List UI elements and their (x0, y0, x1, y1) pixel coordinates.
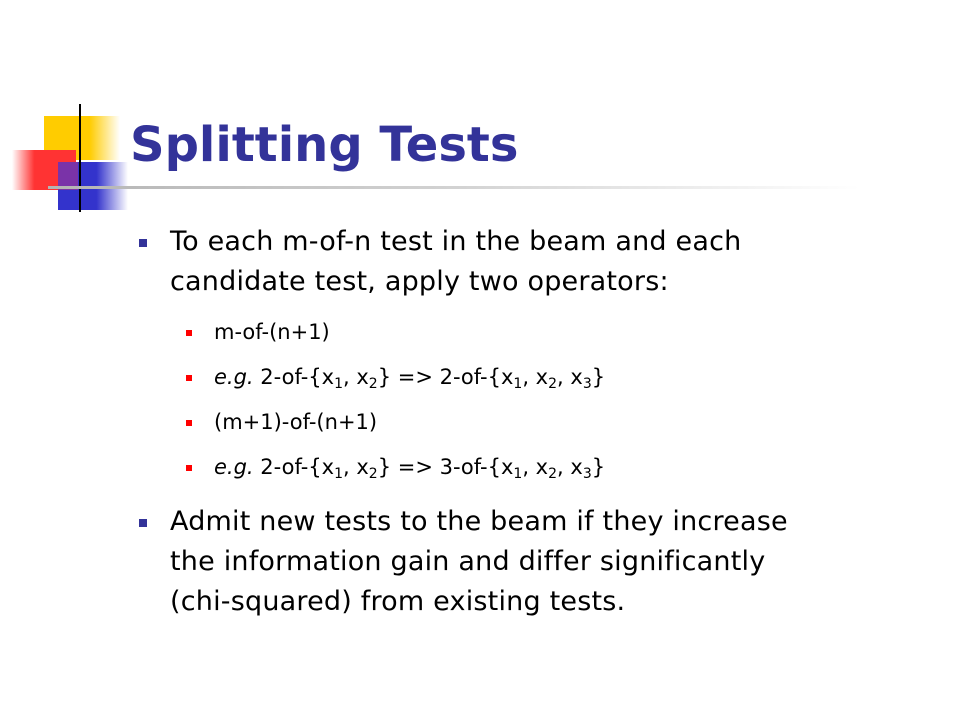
subscript: 2 (368, 466, 378, 482)
bullet-text-line: (chi-squared) from existing tests. (170, 586, 626, 617)
subscript: 3 (582, 376, 592, 392)
example-text: , x (522, 365, 549, 389)
example-text: } => 3-of-{x (377, 455, 514, 479)
subscript: 2 (368, 376, 378, 392)
red-square-bullet-icon (186, 420, 192, 426)
subitem-example-1 (130, 362, 930, 392)
bullet-text-line: the information gain and differ significantly (170, 546, 766, 577)
red-square-bullet-icon (186, 330, 192, 336)
subitem-operator-m-plus-1-of-n-plus-1 (130, 407, 930, 437)
bullet-admit-tests (130, 502, 930, 622)
example-text: , x (557, 365, 583, 389)
example-text: } => 2-of-{x (377, 365, 514, 389)
example-text: , x (343, 365, 369, 389)
bullet-operators (130, 222, 930, 302)
example-label: e.g. (214, 455, 254, 479)
example-text: 2-of-{x (253, 365, 335, 389)
subitem-example-2 (130, 452, 930, 482)
bullet-text-line: To each m-of-n test in the beam and each (170, 226, 742, 257)
example-text: , x (522, 455, 549, 479)
example-text: } (591, 365, 606, 389)
title-decoration (0, 0, 140, 230)
subitem-text: (m+1)-of-(n+1) (214, 410, 378, 434)
operator-sublist (130, 317, 930, 482)
bullet-text-line: Admit new tests to the beam if they increase (170, 506, 788, 537)
subitem-operator-m-of-n-plus-1 (130, 317, 930, 347)
subitem-text: m-of-(n+1) (214, 320, 330, 344)
title-underline (48, 186, 860, 189)
square-bullet-icon (139, 239, 147, 247)
subscript: 2 (548, 376, 558, 392)
subscript: 1 (513, 376, 523, 392)
square-bullet-icon (139, 519, 147, 527)
subscript: 1 (334, 376, 343, 392)
slide-title: Splitting Tests (130, 117, 519, 173)
example-text: 2-of-{x (253, 455, 335, 479)
red-square-bullet-icon (186, 375, 192, 381)
example-text: , x (343, 455, 369, 479)
subscript: 1 (334, 466, 343, 482)
subscript: 2 (548, 466, 558, 482)
example-label: e.g. (214, 365, 254, 389)
subscript: 3 (582, 466, 592, 482)
slide-content (130, 222, 930, 622)
bullet-text-line: candidate test, apply two operators: (170, 266, 669, 297)
subscript: 1 (513, 466, 523, 482)
example-text: } (591, 455, 606, 479)
red-square-bullet-icon (186, 465, 192, 471)
example-text: , x (557, 455, 583, 479)
